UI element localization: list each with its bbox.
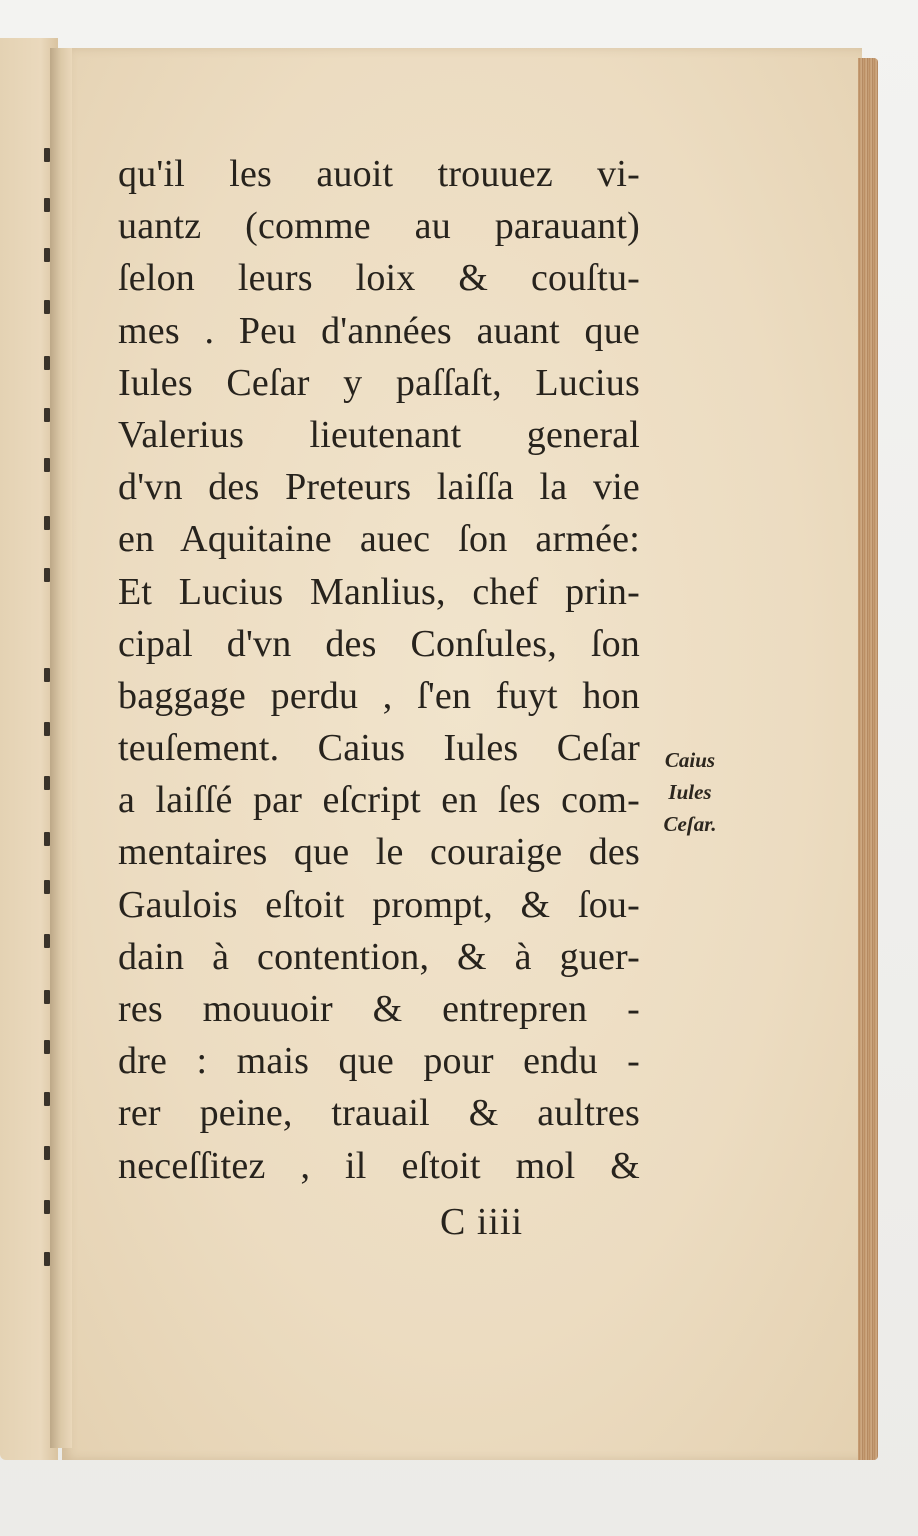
signature-mark: C iiii — [440, 1201, 524, 1243]
text-line: baggage perdu , ſ'en fuyt hon — [118, 674, 640, 717]
text-line: d'vn des Preteurs laiſſa la vie — [118, 466, 640, 509]
margin-note-line: Caius — [664, 748, 716, 772]
text-line: a laiſſé par eſcript en ſes com- — [118, 779, 640, 822]
page-stack-edge — [858, 58, 878, 1460]
text-line: mes . Peu d'années auant que — [118, 309, 640, 352]
margin-note — [650, 744, 730, 840]
text-line: res mouuoir & entrepren - — [118, 988, 640, 1030]
text-line: mentaires que le couraige des — [118, 831, 640, 874]
text-line: dain à contention, & à guer- — [118, 935, 640, 978]
text-line: Valerius lieutenant general — [118, 413, 640, 456]
text-line: qu'il les auoit trouuez vi- — [118, 153, 640, 195]
margin-note-line: Ceſar. — [663, 812, 717, 836]
text-line: rer peine, trauail & aultres — [118, 1092, 640, 1135]
text-line: uantz (comme au parauant) — [118, 205, 640, 248]
text-line: teuſement. Caius Iules Ceſar — [118, 727, 640, 770]
text-line: Et Lucius Manlius, chef prin- — [118, 570, 640, 613]
text-line: en Aquitaine auec ſon armée: — [118, 518, 640, 561]
text-line: ſelon leurs loix & couſtu- — [118, 257, 640, 300]
text-line: Gaulois eſtoit prompt, & ſou- — [118, 883, 640, 926]
text-line: Iules Ceſar y paſſaſt, Lucius — [118, 361, 640, 404]
book-gutter — [50, 48, 72, 1448]
text-line: cipal d'vn des Conſules, ſon — [118, 622, 640, 665]
text-line: neceſſitez , il eſtoit mol & — [118, 1144, 640, 1187]
body-text — [118, 148, 640, 1192]
margin-note-line: Iules — [668, 780, 712, 804]
text-line: dre : mais que pour endu - — [118, 1040, 640, 1083]
